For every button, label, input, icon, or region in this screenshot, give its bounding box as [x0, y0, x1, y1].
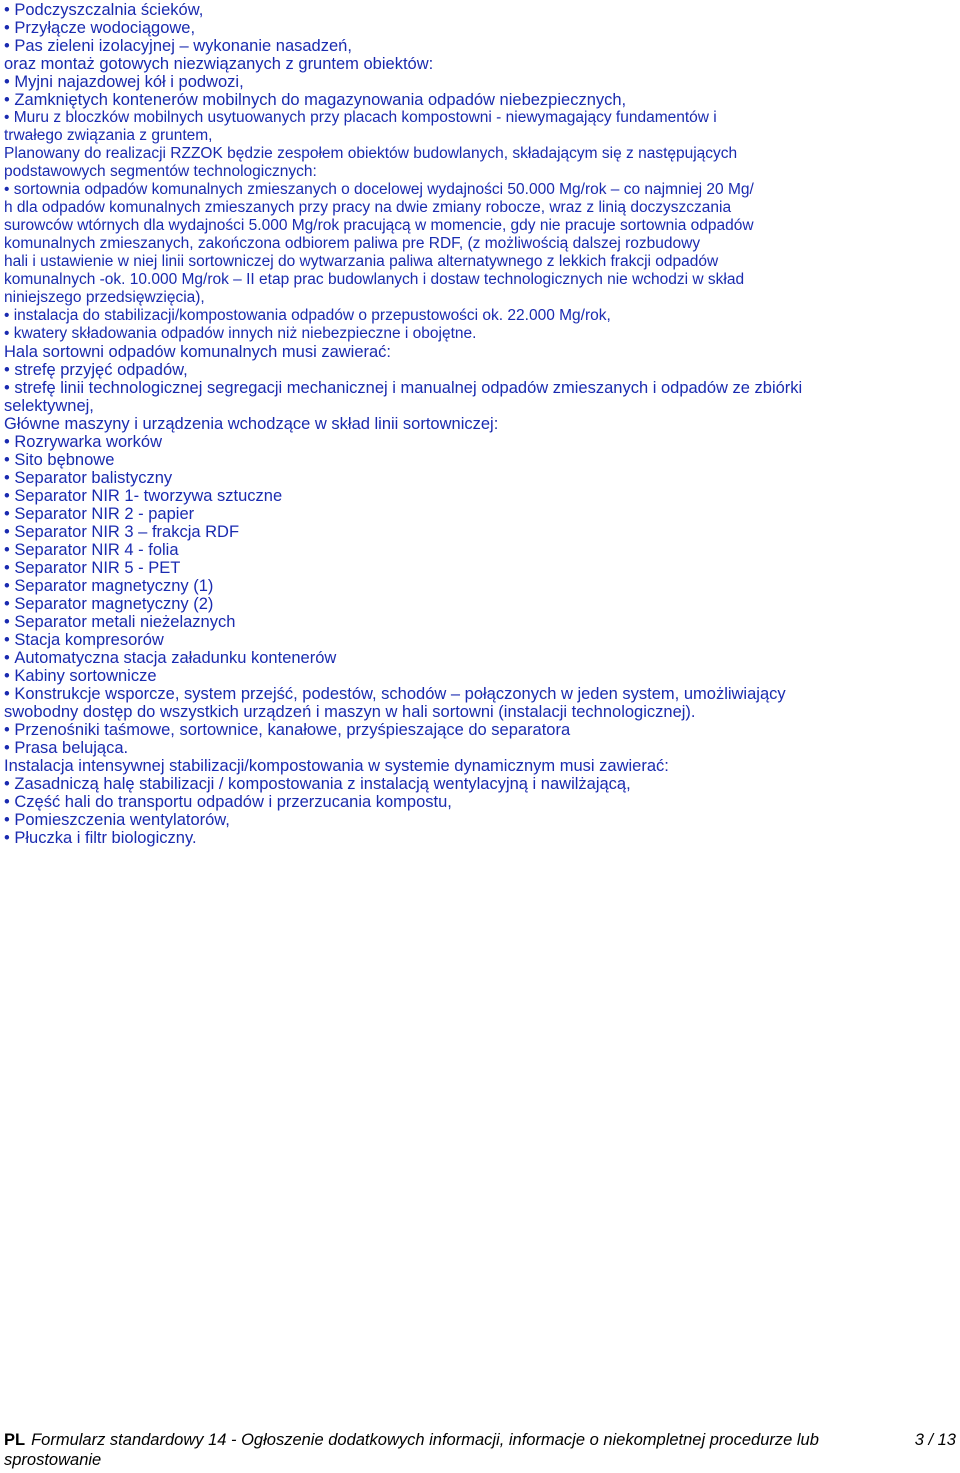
bullet-item: • Część hali do transportu odpadów i przerzucania kompostu,: [4, 793, 956, 811]
bullet-item: • sortownia odpadów komunalnych zmieszanych o docelowej wydajności 50.000 Mg/rok – co najmniej 20 Mg/: [4, 181, 956, 199]
bullet-item: • Separator magnetyczny (1): [4, 577, 956, 595]
text-line: Planowany do realizacji RZZOK będzie zespołem obiektów budowlanych, składającym się z następujących: [4, 145, 738, 162]
bullet-item: • Automatyczna stacja załadunku kontenerów: [4, 649, 956, 667]
bullet-item: • Kabiny sortownicze: [4, 667, 956, 685]
bullet-item: • Pas zieleni izolacyjnej – wykonanie nasadzeń,: [4, 37, 956, 55]
footer-language: PL: [4, 1431, 26, 1449]
text-line: Instalacja intensywnej stabilizacji/kompostowania w systemie dynamicznym musi zawierać:: [4, 757, 669, 775]
bullet-item: • Płuczka i filtr biologiczny.: [4, 829, 956, 847]
bullet-item: • Sito bębnowe: [4, 451, 956, 469]
bullet-item: • Myjni najazdowej kół i podwozi,: [4, 73, 956, 91]
bullet-item: • Przenośniki taśmowe, sortownice, kanałowe, przyśpieszające do separatora: [4, 721, 956, 739]
bullet-item: • Separator NIR 4 - folia: [4, 541, 956, 559]
bullet-item: • Separator metali nieżelaznych: [4, 613, 956, 631]
text-line: komunalnych -ok. 10.000 Mg/rok – II etap prac budowlanych i dostaw technologicznych nie wchodzi w skład: [4, 271, 745, 288]
text-line: trwałego związania z gruntem,: [4, 127, 213, 144]
text-line: komunalnych zmieszanych, zakończona odbiorem paliwa pre RDF, (z możliwością dalszej rozbudowy: [4, 235, 701, 252]
bullet-item: • Zasadniczą halę stabilizacji / kompostowania z instalacją wentylacyjną i nawilżającą,: [4, 775, 956, 793]
bullet-item: • kwatery składowania odpadów innych niż niebezpieczne i obojętne.: [4, 325, 956, 343]
footer-text: [4, 1430, 884, 1470]
bullet-item: • Separator NIR 5 - PET: [4, 559, 956, 577]
bullet-item: • Muru z bloczków mobilnych usytuowanych przy placach kompostowni - niewymagający fundamentów i: [4, 109, 956, 127]
bullet-item: • Pomieszczenia wentylatorów,: [4, 811, 956, 829]
bullet-item: • Prasa belująca.: [4, 739, 956, 757]
text-line: Główne maszyny i urządzenia wchodzące w skład linii sortowniczej:: [4, 415, 499, 433]
bullet-item: • Separator balistyczny: [4, 469, 956, 487]
bullet-item: • Rozrywarka worków: [4, 433, 956, 451]
page-number: 3 / 13: [914, 1431, 956, 1449]
text-line: podstawowych segmentów technologicznych:: [4, 163, 317, 180]
text-line: selektywnej,: [4, 397, 94, 415]
bullet-item: • strefę linii technologicznej segregacji mechanicznej i manualnej odpadów zmieszanych i odpadów ze zbiórki: [4, 379, 956, 397]
footer-title: Formularz standardowy 14 - Ogłoszenie dodatkowych informacji, informacje o niekompletnej procedurze lub sprostowanie: [4, 1431, 819, 1469]
document-body: [4, 1, 956, 847]
page-footer: [4, 1430, 956, 1470]
bullet-item: • Separator NIR 1- tworzywa sztuczne: [4, 487, 956, 505]
bullet-item: • Separator NIR 3 – frakcja RDF: [4, 523, 956, 541]
text-line: niniejszego przedsięwzięcia),: [4, 289, 205, 306]
bullet-item: • instalacja do stabilizacji/kompostowania odpadów o przepustowości ok. 22.000 Mg/rok,: [4, 307, 956, 325]
text-line: swobodny dostęp do wszystkich urządzeń i maszyn w hali sortowni (instalacji technologicznej).: [4, 703, 696, 721]
text-line: surowców wtórnych dla wydajności 5.000 Mg/rok pracującą w momencie, gdy nie pracuje sortownia odpadów: [4, 217, 754, 234]
bullet-item: • Stacja kompresorów: [4, 631, 956, 649]
bullet-item: • Separator NIR 2 - papier: [4, 505, 956, 523]
text-line: h dla odpadów komunalnych zmieszanych przy pracy na dwie zmiany robocze, wraz z linią doczyszczania: [4, 199, 732, 216]
bullet-item: • Zamkniętych kontenerów mobilnych do magazynowania odpadów niebezpiecznych,: [4, 91, 956, 109]
bullet-item: • Przyłącze wodociągowe,: [4, 19, 956, 37]
bullet-item: • Konstrukcje wsporcze, system przejść, podestów, schodów – połączonych w jeden system, umożliwiający: [4, 685, 956, 703]
bullet-item: • Separator magnetyczny (2): [4, 595, 956, 613]
text-line: hali i ustawienie w niej linii sortowniczej do wytwarzania paliwa alternatywnego z lekkich frakcji odpadów: [4, 253, 719, 270]
text-line: Hala sortowni odpadów komunalnych musi zawierać:: [4, 343, 392, 361]
text-line: oraz montaż gotowych niezwiązanych z gruntem obiektów:: [4, 55, 434, 73]
bullet-item: • Podczyszczalnia ścieków,: [4, 1, 956, 19]
bullet-item: • strefę przyjęć odpadów,: [4, 361, 956, 379]
